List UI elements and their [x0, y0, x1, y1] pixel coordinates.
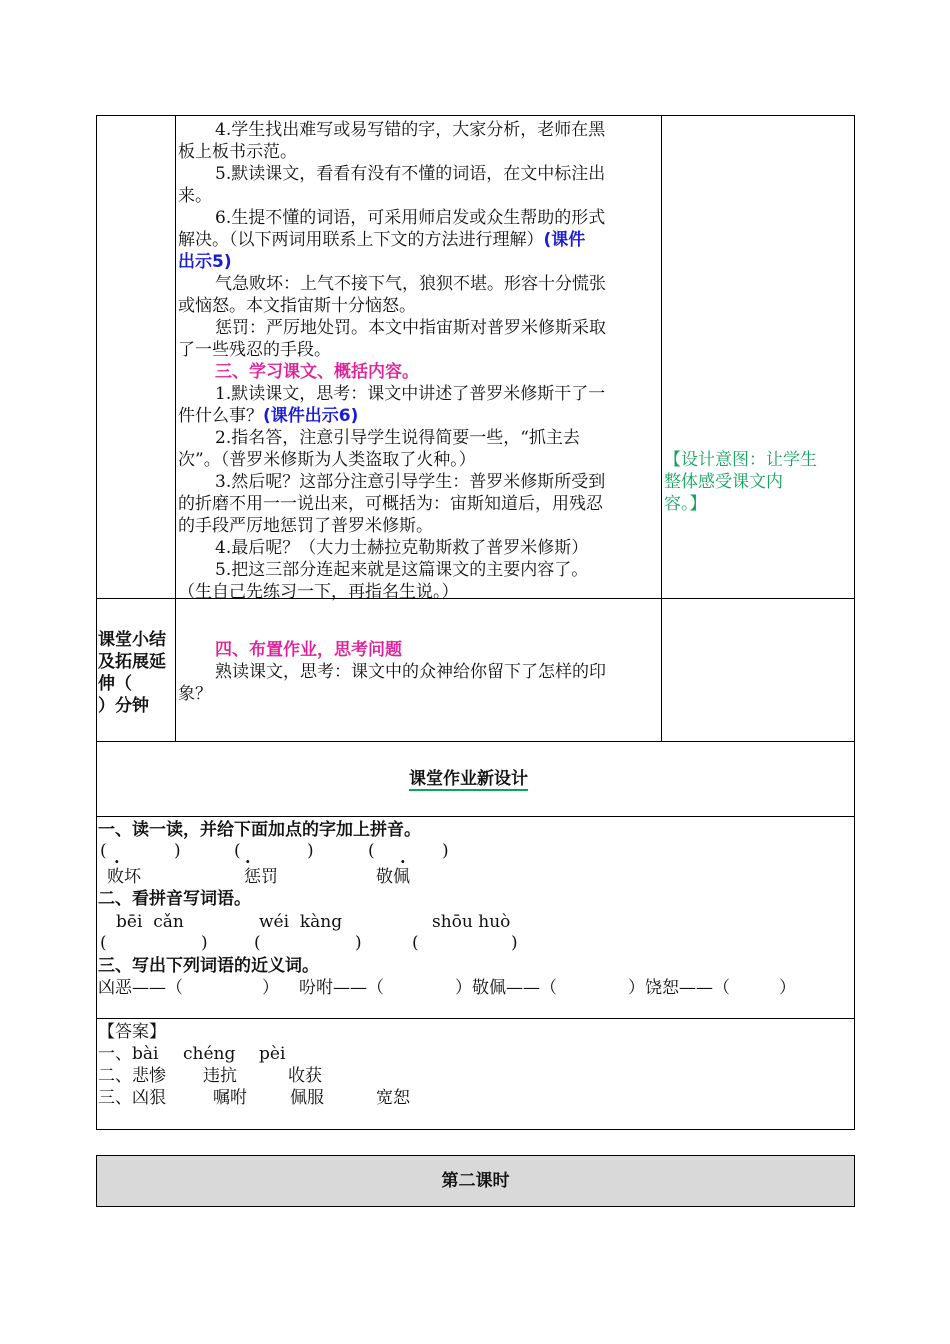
question-1a: 1.默读课文，思考：课文中讲述了普罗米修斯干了一 — [215, 384, 606, 404]
answers-line1-c: pèi — [259, 1044, 286, 1064]
homework-title: 课堂作业新设计 — [409, 769, 528, 789]
courseware-ref-5b: 出示5) — [178, 252, 232, 272]
word-definition-2a: 惩罚：严厉地处罚。本文中指宙斯对普罗米修斯采取 — [215, 318, 606, 338]
homework-q3-item-6: ） — [779, 978, 796, 998]
answers-line2-c: 收获 — [288, 1066, 322, 1086]
homework-q1-paren-4: ) — [307, 841, 314, 861]
homework-q1-paren-1: ( — [100, 841, 107, 861]
emphasis-dot-1: . — [114, 848, 120, 867]
homework-q2-pinyin-2: wéi kàng — [259, 912, 343, 932]
homework-q2-paren-2: ) — [201, 933, 208, 953]
emphasis-dot-3: . — [400, 848, 406, 867]
word-definition-2b: 了一些残忍的手段。 — [178, 340, 331, 360]
homework-q2-paren-3: ( — [254, 933, 261, 953]
summary-text-b: 象？ — [178, 684, 212, 704]
homework-q2-pinyin-1: bēi cǎn — [116, 912, 184, 932]
homework-q2-title: 二、看拼音写词语。 — [98, 889, 251, 909]
homework-q3-item-2: ） — [262, 978, 279, 998]
homework-q2-pinyin-3: shōu huò — [432, 912, 511, 932]
question-3a: 3.然后呢？这部分注意引导学生：普罗米修斯所受到 — [215, 472, 606, 492]
summary-label-2: 及拓展延 — [98, 652, 166, 672]
emphasis-dot-2: . — [245, 848, 251, 867]
homework-q1-word-3: 敬佩 — [376, 867, 410, 887]
design-note-3: 容。】 — [664, 494, 707, 514]
answers-line3-a: 三、凶狠 — [98, 1088, 166, 1108]
answers-line2-a: 二、悲惨 — [98, 1066, 166, 1086]
question-1b — [178, 405, 358, 427]
table-divider-left — [175, 115, 176, 742]
answers-line3-b: 嘱咐 — [213, 1088, 247, 1108]
homework-q3-title: 三、写出下列词语的近义词。 — [98, 956, 319, 976]
homework-q1-paren-6: ) — [442, 841, 449, 861]
word-definition-1b: 或恼怒。本文指宙斯十分恼怒。 — [178, 296, 416, 316]
homework-q1-paren-3: ( — [234, 841, 241, 861]
homework-q2-paren-5: ( — [412, 933, 419, 953]
word-definition-1a: 气急败坏：上气不接下气，狼狈不堪。形容十分慌张 — [215, 274, 606, 294]
answers-divider — [96, 1018, 855, 1019]
design-note-2: 整体感受课文内 — [664, 472, 783, 492]
question-1b-text: 件什么事？ — [178, 406, 263, 426]
homework-q1-paren-2: ) — [174, 841, 181, 861]
design-note-1: 【设计意图：让学生 — [664, 450, 817, 470]
table-divider-right — [661, 115, 662, 742]
summary-label-3: 伸（ — [98, 674, 132, 694]
homework-q3-item-1: 凶恶——（ — [98, 978, 183, 998]
homework-q1-title: 一、读一读，并给下面加点的字加上拼音。 — [98, 820, 421, 840]
summary-text-a: 熟读课文，思考：课文中的众神给你留下了怎样的印 — [215, 662, 606, 682]
section-3-heading: 三、学习课文、概括内容。 — [215, 362, 419, 382]
courseware-ref-5a: (课件 — [543, 230, 586, 250]
question-3b: 的折磨不用一一说出来，可概括为：宙斯知道后，用残忍 — [178, 494, 603, 514]
question-4: 4.最后呢？（大力士赫拉克勒斯救了普罗米修斯） — [215, 538, 589, 558]
homework-q2-paren-4: ) — [355, 933, 362, 953]
process-line-1: 4.学生找出难写或易写错的字，大家分析，老师在黑 — [215, 120, 606, 140]
homework-q3-item-5: ）饶恕——（ — [628, 978, 730, 998]
answers-line1-a: 一、bài — [98, 1044, 159, 1064]
question-5a: 5.把这三部分连起来就是这篇课文的主要内容了。 — [215, 560, 589, 580]
homework-q3-item-4: ）敬佩——（ — [455, 978, 557, 998]
homework-q1-word-1: 败坏 — [107, 867, 141, 887]
summary-label-4: ）分钟 — [98, 696, 149, 716]
second-lesson-title: 第二课时 — [441, 1171, 510, 1191]
homework-q1-word-2: 惩罚 — [244, 867, 278, 887]
process-line-2: 板上板书示范。 — [178, 142, 297, 162]
homework-q2-paren-1: ( — [100, 933, 107, 953]
homework-q3-item-3: 吩咐——（ — [299, 978, 384, 998]
process-line-6 — [178, 229, 585, 251]
process-line-5: 6.生提不懂的词语，可采用师启发或众生帮助的形式 — [215, 208, 606, 228]
answers-line3-d: 宽恕 — [376, 1088, 410, 1108]
question-2b: 次”。（普罗米修斯为人类盗取了火种。） — [178, 450, 476, 470]
question-3c: 的手段严厉地惩罚了普罗米修斯。 — [178, 516, 433, 536]
courseware-ref-6: (课件出示6) — [263, 406, 359, 426]
answers-line1-b: chéng — [183, 1044, 236, 1064]
question-2a: 2.指名答，注意引导学生说得简要一些，“抓主去 — [215, 428, 580, 448]
summary-label-1: 课堂小结 — [98, 630, 166, 650]
homework-q1-paren-5: ( — [368, 841, 375, 861]
answers-line3-c: 佩服 — [290, 1088, 324, 1108]
question-5b: （生自己先练习一下，再指名生说。） — [178, 582, 459, 602]
homework-title-divider — [96, 816, 855, 817]
process-line-6-text: 解决。（以下两词用联系上下文的方法进行理解） — [178, 230, 544, 250]
homework-q2-paren-6: ) — [511, 933, 518, 953]
process-line-3: 5.默读课文，看看有没有不懂的词语，在文中标注出 — [215, 164, 606, 184]
process-line-4: 来。 — [178, 186, 212, 206]
section-4-heading: 四、布置作业，思考问题 — [215, 640, 402, 660]
answers-line2-b: 违抗 — [203, 1066, 237, 1086]
answers-title: 【答案】 — [98, 1022, 166, 1042]
